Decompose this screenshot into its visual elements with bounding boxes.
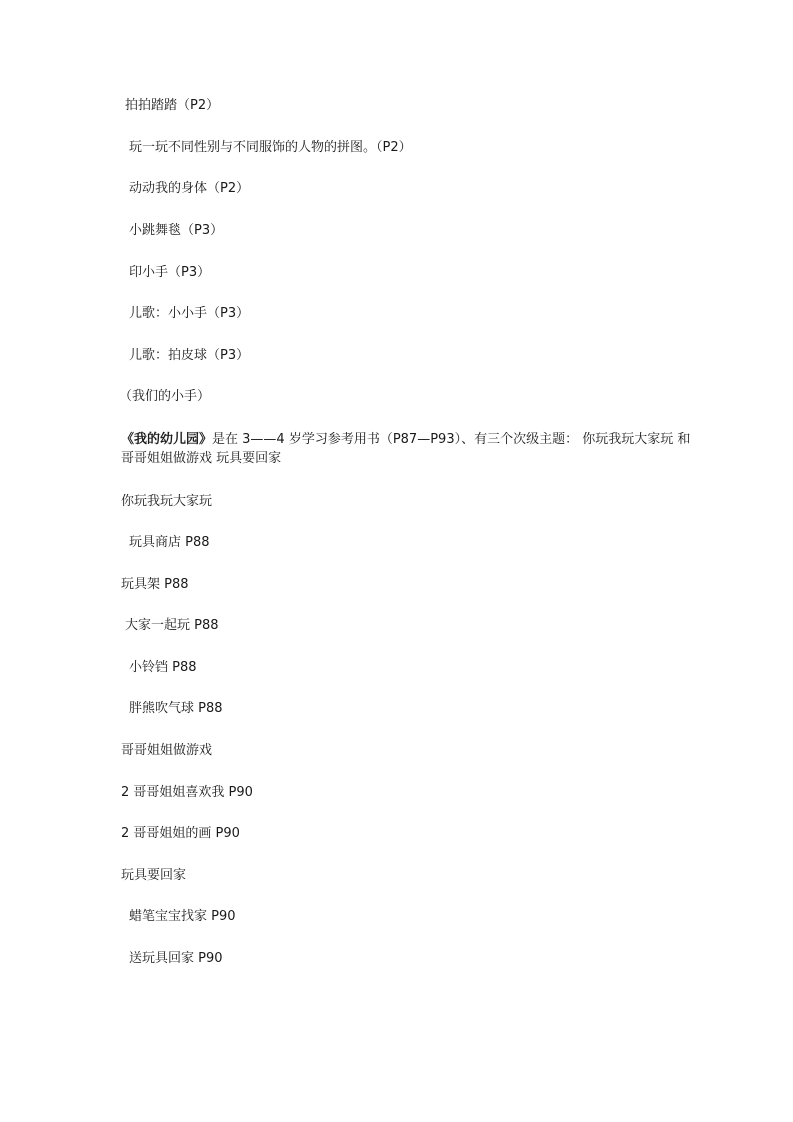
- text-line: 蜡笔宝宝找家 P90: [129, 909, 236, 924]
- section-heading: 你玩我玩大家玩: [121, 494, 213, 509]
- text-line: 动动我的身体（P2）: [129, 181, 250, 196]
- text-line: 拍拍踏踏（P2）: [125, 98, 220, 113]
- text-line: 玩具架 P88: [121, 577, 189, 592]
- text-line: 2 哥哥姐姐的画 P90: [121, 826, 240, 841]
- text-line: 玩具商店 P88: [129, 535, 210, 550]
- text-line: 2 哥哥姐姐喜欢我 P90: [121, 785, 253, 800]
- text-line: 儿歌：小小手（P3）: [129, 306, 250, 321]
- text-line: 送玩具回家 P90: [129, 951, 223, 966]
- text-line: （我们的小手）: [119, 389, 211, 404]
- book-title: 《我的幼儿园》: [121, 432, 213, 447]
- intro-paragraph: [121, 430, 691, 468]
- text-line: 小铃铛 P88: [129, 660, 197, 675]
- text-line: 大家一起玩 P88: [125, 618, 219, 633]
- section-heading: 玩具要回家: [121, 868, 187, 883]
- text-line: 胖熊吹气球 P88: [129, 701, 223, 716]
- text-line: 儿歌：拍皮球（P3）: [129, 348, 250, 363]
- section-heading: 哥哥姐姐做游戏: [121, 743, 213, 758]
- intro-text: 是在 3——4 岁学习参考用书（P87—P93）、有三个次级主题： 你玩我玩大家玩 和哥哥姐姐做游戏 玩具要回家: [121, 432, 691, 466]
- text-line: 小跳舞毯（P3）: [129, 223, 224, 238]
- text-line: 印小手（P3）: [129, 265, 211, 280]
- text-line: 玩一玩不同性别与不同服饰的人物的拼图。（P2）: [129, 140, 412, 155]
